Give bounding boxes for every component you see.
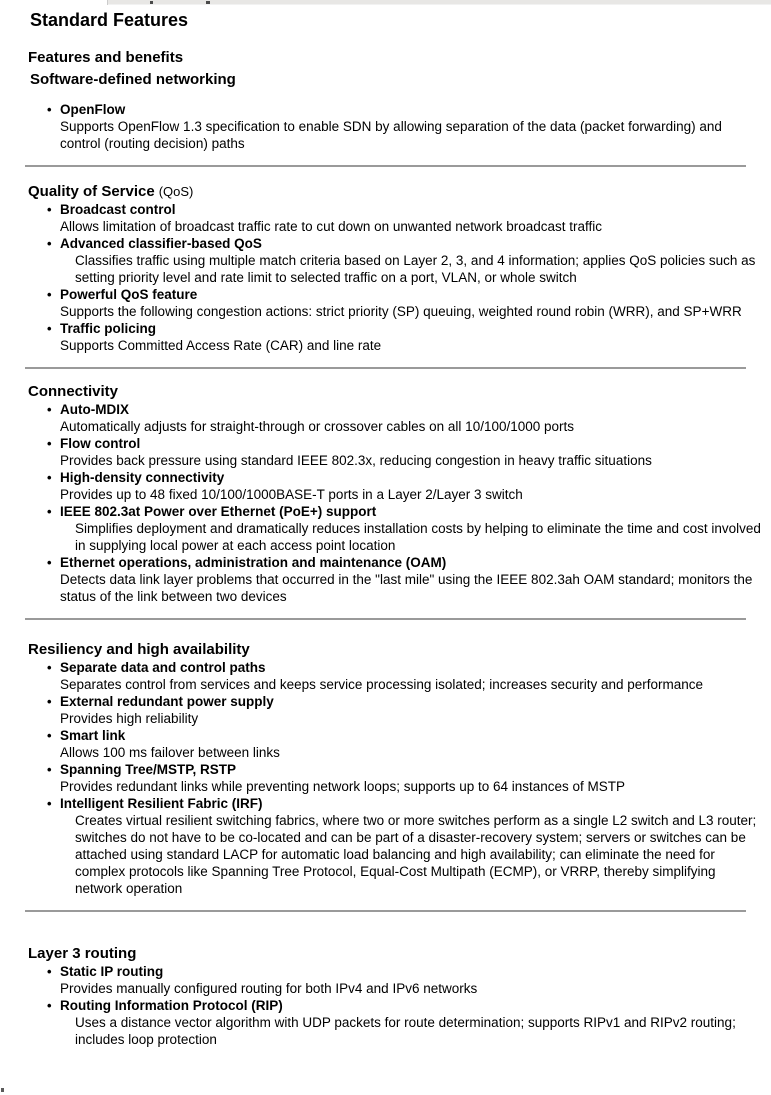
- feature-title: Static IP routing: [60, 964, 164, 979]
- feature-item: [47, 235, 763, 286]
- feature-desc: Provides redundant links while preventing network loops; supports up to 64 instances of MSTP: [60, 779, 626, 794]
- feature-item: [47, 997, 763, 1048]
- top-edge-toolbar-sliver: [0, 0, 771, 5]
- bullet-icon: •: [47, 694, 52, 709]
- feature-title: High-density connectivity: [60, 470, 225, 485]
- section-qos: [28, 182, 763, 354]
- toolbar-white-segment: [0, 0, 108, 5]
- features-and-benefits-heading: Features and benefits: [28, 49, 184, 66]
- feature-title: Ethernet operations, administration and maintenance (OAM): [60, 555, 447, 570]
- feature-item: [47, 401, 763, 435]
- feature-desc: Provides back pressure using standard IEEE 802.3x, reducing congestion in heavy traffic situations: [60, 453, 652, 468]
- section-divider: [25, 367, 746, 369]
- section-resiliency: [28, 640, 763, 897]
- bullet-icon: •: [47, 287, 52, 302]
- bullet-icon: •: [47, 402, 52, 417]
- feature-desc: Provides high reliability: [60, 711, 199, 726]
- bullet-icon: •: [47, 728, 52, 743]
- feature-title: Auto-MDIX: [60, 402, 129, 417]
- feature-item: [47, 469, 763, 503]
- artifact-speck: [206, 1, 210, 4]
- feature-title: Spanning Tree/MSTP, RSTP: [60, 762, 237, 777]
- document-page: [0, 9, 771, 1048]
- feature-title: Intelligent Resilient Fabric (IRF): [60, 796, 263, 811]
- section-heading-suffix: (QoS): [158, 184, 194, 199]
- feature-title: Powerful QoS feature: [60, 287, 198, 302]
- bullet-icon: •: [47, 555, 52, 570]
- feature-item: [47, 554, 763, 605]
- artifact-speck: [150, 1, 153, 4]
- page-title: Standard Features: [30, 10, 189, 30]
- section-heading: Resiliency and high availability: [28, 641, 250, 658]
- section-divider: [25, 910, 746, 912]
- feature-desc: Detects data link layer problems that occurred in the "last mile" using the IEEE 802.3ah OAM standard; monitors the status of the link between two devices: [60, 572, 753, 604]
- feature-item: [47, 320, 763, 354]
- feature-title: OpenFlow: [60, 102, 126, 117]
- feature-item: [47, 693, 763, 727]
- section-layer3-routing: [28, 944, 763, 1048]
- section-divider: [25, 165, 746, 167]
- section-connectivity: [28, 382, 763, 605]
- bullet-icon: •: [47, 236, 52, 251]
- section-heading: Layer 3 routing: [28, 945, 137, 962]
- bullet-icon: •: [47, 321, 52, 336]
- section-sdn: [47, 101, 763, 152]
- feature-title: Flow control: [60, 436, 141, 451]
- feature-desc: Allows 100 ms failover between links: [60, 745, 280, 760]
- feature-title: Advanced classifier-based QoS: [60, 236, 262, 251]
- section-divider: [25, 618, 746, 620]
- feature-desc: Supports the following congestion actions: strict priority (SP) queuing, weighted round robin (WRR), and SP+WRR: [60, 304, 742, 319]
- bullet-icon: •: [47, 470, 52, 485]
- feature-desc: Uses a distance vector algorithm with UDP packets for route determination; supports RIPv1 and RIPv2 routing; includes loop protection: [75, 1015, 736, 1047]
- feature-desc: Provides up to 48 fixed 10/100/1000BASE-T ports in a Layer 2/Layer 3 switch: [60, 487, 523, 502]
- bullet-icon: •: [47, 202, 52, 217]
- bullet-icon: •: [47, 102, 52, 117]
- feature-desc: Provides manually configured routing for both IPv4 and IPv6 networks: [60, 981, 478, 996]
- feature-item: [47, 761, 763, 795]
- feature-item: [47, 727, 763, 761]
- bullet-icon: •: [47, 504, 52, 519]
- feature-title: Separate data and control paths: [60, 660, 266, 675]
- section-heading-text: Quality of Service: [28, 183, 155, 200]
- feature-title: Broadcast control: [60, 202, 176, 217]
- bullet-icon: •: [47, 796, 52, 811]
- feature-desc: Creates virtual resilient switching fabrics, where two or more switches perform as a single L2 switch and L3 router; switches do not have to be co-located and can be part of a disaster-recovery system; servers or switches can be attached using standard LACP for automatic load balancing and high availability; can eliminate the need for complex protocols like Spanning Tree Protocol, Equal-Cost Multipath (ECMP), or VRRP, thereby simplifying network operation: [75, 813, 757, 896]
- feature-item: [47, 101, 763, 152]
- bullet-icon: •: [47, 436, 52, 451]
- feature-desc: Simplifies deployment and dramatically reduces installation costs by helping to eliminate the time and cost involved in supplying local power at each access point location: [75, 521, 761, 553]
- feature-desc: Supports OpenFlow 1.3 specification to enable SDN by allowing separation of the data (packet forwarding) and control (routing decision) paths: [60, 119, 722, 151]
- feature-item: [47, 963, 763, 997]
- feature-item: [47, 435, 763, 469]
- software-defined-networking-heading: Software-defined networking: [30, 71, 236, 88]
- feature-item: [47, 795, 763, 897]
- bullet-icon: •: [47, 998, 52, 1013]
- section-heading: [28, 182, 763, 201]
- feature-title: IEEE 802.3at Power over Ethernet (PoE+) support: [60, 504, 377, 519]
- artifact-speck: [1, 1088, 4, 1092]
- feature-title: Traffic policing: [60, 321, 157, 336]
- bullet-icon: •: [47, 660, 52, 675]
- feature-item: [47, 286, 763, 320]
- section-heading: Connectivity: [28, 383, 119, 400]
- bullet-icon: •: [47, 964, 52, 979]
- feature-desc: Supports Committed Access Rate (CAR) and line rate: [60, 338, 382, 353]
- feature-desc: Separates control from services and keeps service processing isolated; increases security and performance: [60, 677, 704, 692]
- feature-title: External redundant power supply: [60, 694, 274, 709]
- feature-item: [47, 659, 763, 693]
- feature-desc: Allows limitation of broadcast traffic rate to cut down on unwanted network broadcast traffic: [60, 219, 603, 234]
- bullet-icon: •: [47, 762, 52, 777]
- feature-desc: Automatically adjusts for straight-through or crossover cables on all 10/100/1000 ports: [60, 419, 575, 434]
- feature-desc: Classifies traffic using multiple match criteria based on Layer 2, 3, and 4 information; applies QoS policies such as setting priority level and rate limit to selected traffic on a port, VLAN, or whole switch: [75, 253, 756, 285]
- feature-title: Smart link: [60, 728, 126, 743]
- feature-title: Routing Information Protocol (RIP): [60, 998, 283, 1013]
- feature-item: [47, 201, 763, 235]
- feature-item: [47, 503, 763, 554]
